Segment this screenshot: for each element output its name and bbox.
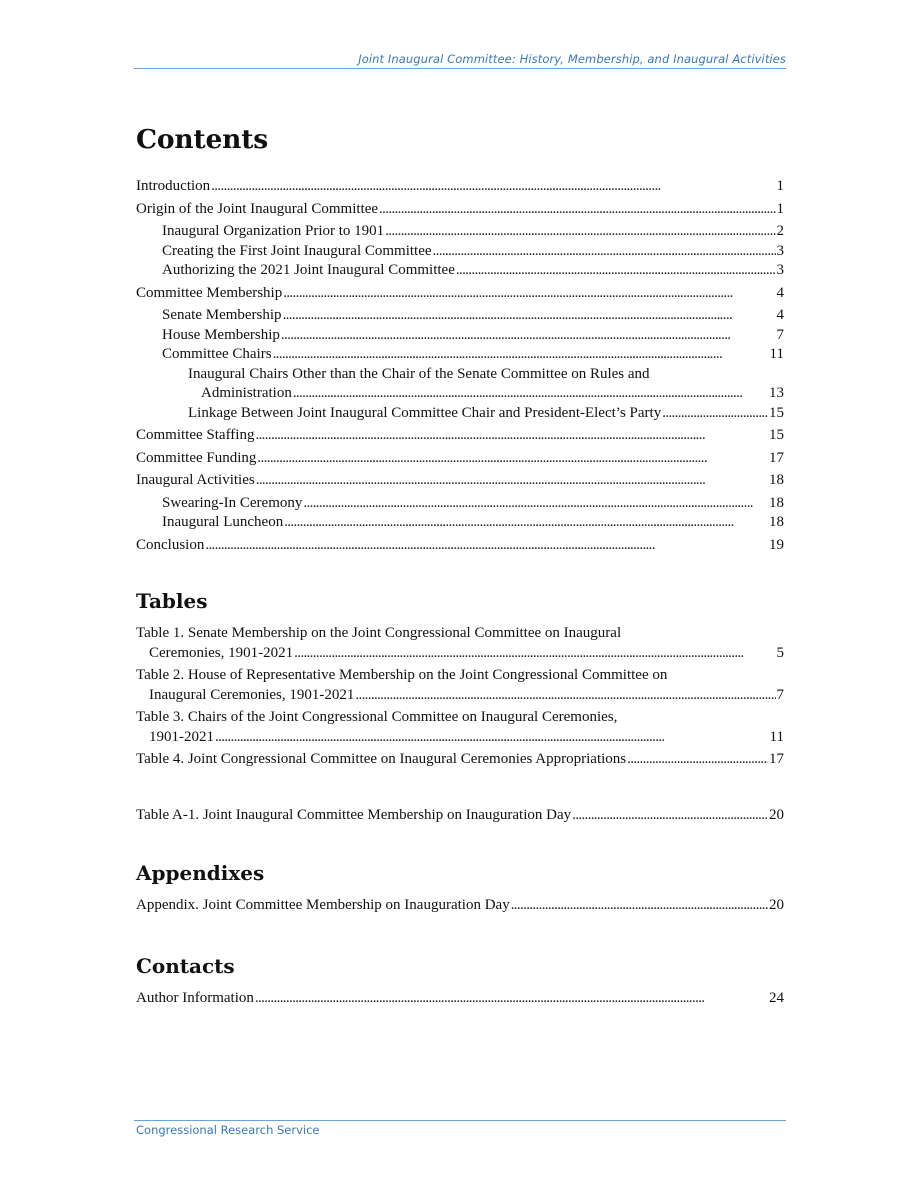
leader-dots: [379, 200, 775, 220]
leader-dots: [433, 242, 776, 262]
appendixes-title: Appendixes: [136, 861, 265, 885]
footer-rule: [134, 1120, 786, 1121]
toc-entry-page: 11: [769, 346, 784, 362]
toc-entry-page: 4: [776, 307, 784, 323]
leader-dots: [355, 686, 775, 706]
toc-entry[interactable]: [136, 222, 784, 242]
toc-entry-text: Inaugural Luncheon: [162, 514, 284, 530]
table-entry-page: 11: [769, 728, 784, 745]
contents-title: Contents: [136, 124, 268, 155]
table-entry-page: 17: [769, 751, 784, 767]
toc-entry[interactable]: [136, 261, 784, 281]
toc-entry-page: 13: [769, 385, 784, 401]
toc-entry-page: 17: [769, 449, 784, 466]
table-entry-text-line1: Table 1. Senate Membership on the Joint Congressional Committee on Inaugural: [136, 625, 622, 641]
appendix-entry-text: Appendix. Joint Committee Membership on Inauguration Day: [136, 897, 510, 913]
toc-entry-text: Inaugural Organization Prior to 1901: [162, 223, 385, 239]
table-entry-text: Table A-1. Joint Inaugural Committee Membership on Inauguration Day: [136, 806, 572, 823]
toc-entry-text: Linkage Between Joint Inaugural Committee Chair and President-Elect’s Party: [188, 404, 662, 421]
toc-entry[interactable]: [136, 426, 784, 446]
contact-entry-text: Author Information: [136, 989, 254, 1006]
toc-entry-page: 15: [769, 404, 784, 421]
table-entry-text: Ceremonies, 1901-2021: [149, 644, 294, 661]
leader-dots: [283, 284, 775, 304]
toc-entry-text-line1: Inaugural Chairs Other than the Chair of the Senate Committee on Rules and: [188, 365, 650, 382]
toc-entry-page: 3: [776, 242, 784, 259]
leader-dots: [205, 536, 768, 556]
leader-dots: [511, 896, 768, 916]
toc-entry-page: 18: [769, 514, 784, 530]
toc-entry-page: 1: [776, 178, 784, 194]
toc-entry-page: 1: [776, 200, 784, 217]
leader-dots: [303, 494, 768, 514]
toc-entry-text: Introduction: [136, 178, 211, 194]
toc-entry[interactable]: [136, 404, 784, 424]
toc-content: [136, 124, 784, 1008]
toc-entry[interactable]: [136, 513, 784, 533]
table-entry-text: Table 4. Joint Congressional Committee on Inaugural Ceremonies Appropriations: [136, 751, 627, 767]
leader-dots: [255, 426, 768, 446]
toc-entry[interactable]: [136, 345, 784, 365]
table-entry-page: 5: [776, 644, 784, 661]
toc-entry-text: Committee Membership: [136, 284, 283, 301]
contact-entry-page: 24: [769, 989, 784, 1006]
toc-entry-text: Administration: [201, 385, 292, 401]
appendix-entry-page: 20: [769, 897, 784, 913]
leader-dots: [572, 806, 768, 826]
toc-entry[interactable]: [136, 177, 784, 197]
leader-dots: [273, 345, 769, 365]
contacts-title: Contacts: [136, 953, 235, 978]
toc-entry-page: 19: [769, 536, 784, 553]
toc-entry[interactable]: [136, 494, 784, 514]
toc-entry-text: Inaugural Activities: [136, 472, 255, 488]
leader-dots: [215, 728, 769, 748]
toc-entry-page: 18: [769, 472, 784, 488]
toc-entry[interactable]: [136, 365, 784, 404]
leader-dots: [627, 750, 768, 770]
table-entry[interactable]: [136, 666, 784, 705]
toc-entry[interactable]: [136, 242, 784, 262]
leader-dots: [257, 449, 768, 469]
leader-dots: [293, 384, 768, 404]
toc-entry[interactable]: [136, 284, 784, 304]
appendix-table-entry[interactable]: [136, 806, 784, 826]
toc-entry-page: 18: [769, 494, 784, 511]
table-entry-page: 20: [769, 806, 784, 823]
table-entry-text: 1901-2021: [149, 728, 214, 745]
footer-org: Congressional Research Service: [136, 1123, 320, 1137]
toc-entry-page: 4: [776, 284, 784, 301]
leader-dots: [211, 177, 775, 197]
table-entry[interactable]: [136, 750, 784, 770]
toc-entry-text: Swearing-In Ceremony: [162, 494, 303, 511]
toc-entry[interactable]: [136, 200, 784, 220]
contents-list: [136, 177, 784, 555]
leader-dots: [281, 326, 776, 346]
header-rule: [134, 68, 786, 69]
tables-section: [136, 589, 784, 825]
toc-entry-page: 3: [776, 262, 784, 278]
leader-dots: [294, 644, 775, 664]
toc-entry[interactable]: [136, 449, 784, 469]
tables-title: Tables: [136, 589, 208, 613]
table-entry-text-line1: Table 2. House of Representative Membership on the Joint Congressional Committee on: [136, 667, 668, 683]
leader-dots: [256, 471, 768, 491]
leader-dots: [283, 306, 776, 326]
contacts-section: [136, 954, 784, 1009]
appendix-entry[interactable]: [136, 896, 784, 916]
toc-entry-text: Committee Staffing: [136, 427, 255, 443]
toc-entry-page: 7: [776, 326, 784, 343]
toc-entry-page: 2: [776, 223, 784, 239]
toc-entry-text: Conclusion: [136, 536, 205, 553]
leader-dots: [255, 989, 768, 1009]
leader-dots: [456, 261, 776, 281]
toc-entry-text: Committee Chairs: [162, 346, 272, 362]
appendixes-section: [136, 861, 784, 916]
toc-entry-text: House Membership: [162, 326, 280, 343]
toc-entry-text: Creating the First Joint Inaugural Committee: [162, 242, 432, 259]
toc-entry[interactable]: [136, 326, 784, 346]
toc-entry[interactable]: [136, 471, 784, 491]
contact-entry[interactable]: [136, 989, 784, 1009]
table-entry[interactable]: [136, 624, 784, 663]
toc-entry-text: Authorizing the 2021 Joint Inaugural Committee: [162, 262, 455, 278]
toc-entry-text: Committee Funding: [136, 449, 257, 466]
toc-entry-page: 15: [769, 427, 784, 443]
table-entry-text-line1: Table 3. Chairs of the Joint Congressional Committee on Inaugural Ceremonies,: [136, 709, 618, 725]
toc-entry-text: Senate Membership: [162, 307, 282, 323]
leader-dots: [284, 513, 768, 533]
toc-entry-text: Origin of the Joint Inaugural Committee: [136, 200, 379, 217]
toc-entry[interactable]: [136, 306, 784, 326]
running-header: Joint Inaugural Committee: History, Membership, and Inaugural Activities: [358, 52, 786, 66]
table-entry-text: Inaugural Ceremonies, 1901-2021: [149, 686, 355, 703]
leader-dots: [385, 222, 775, 242]
table-entry[interactable]: [136, 708, 784, 747]
toc-entry[interactable]: [136, 536, 784, 556]
table-entry-page: 7: [776, 686, 784, 703]
leader-dots: [662, 404, 768, 424]
